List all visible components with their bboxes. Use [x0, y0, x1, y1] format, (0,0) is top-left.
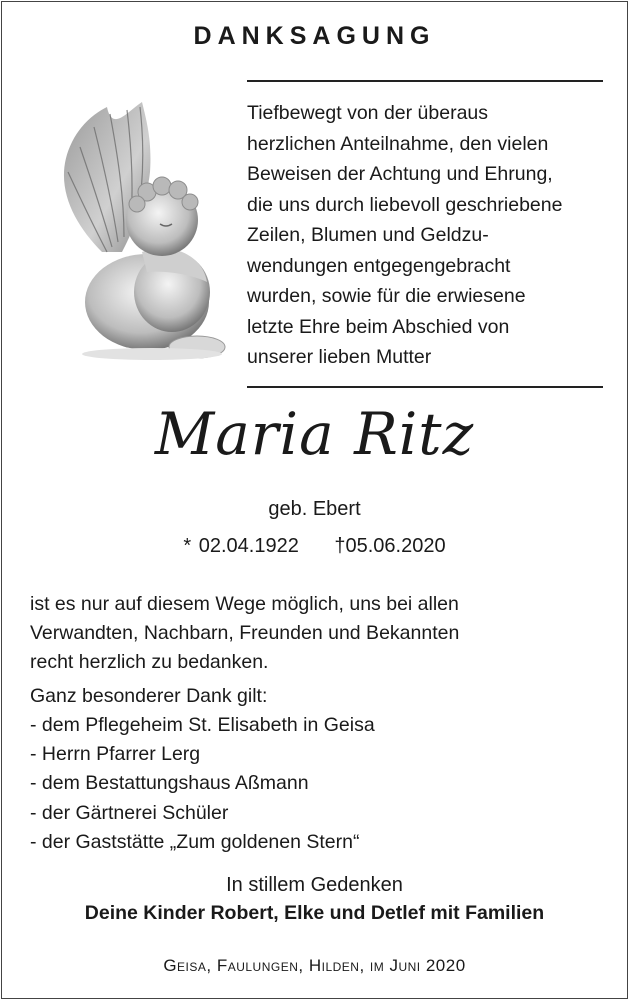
place-and-date: Geisa, Faulungen, Hilden, im Juni 2020 [163, 956, 466, 975]
closing-line: In stillem Gedenken [226, 874, 403, 896]
intro-line: herzlichen Anteilnahme, den vielen [247, 132, 549, 155]
top-divider [247, 80, 603, 82]
intro-line: letzte Ehre beim Abschied von [247, 315, 510, 338]
intro-line: unserer lieben Mutter [247, 346, 432, 368]
intro-line: wendungen entgegengebracht [247, 254, 511, 277]
list-item: - der Gaststätte „Zum goldenen Stern“ [30, 830, 360, 853]
intro-paragraph [247, 98, 607, 373]
body-line: Verwandten, Nachbarn, Freunden und Bekannten [30, 622, 460, 644]
special-thanks-list [30, 711, 375, 857]
special-thanks-heading: Ganz besonderer Dank gilt: [30, 685, 268, 707]
deceased-name: Maria Ritz [154, 400, 475, 468]
body-line: ist es nur auf diesem Wege möglich, uns bei allen [30, 593, 459, 615]
intro-line: wurden, sowie für die erwiesene [247, 285, 526, 307]
bottom-divider [247, 386, 603, 388]
intro-line: Beweisen der Achtung und Ehrung, [247, 163, 553, 185]
intro-line: Zeilen, Blumen und Geldzu- [247, 224, 489, 246]
intro-line: die uns durch liebevoll geschriebene [247, 193, 563, 216]
list-item: - der Gärtnerei Schüler [30, 801, 229, 824]
body-line: recht herzlich zu bedanken. [30, 651, 269, 673]
angel-figure-icon [32, 102, 232, 362]
thanks-paragraph [30, 590, 610, 677]
intro-line: Tiefbewegt von der überaus [247, 102, 489, 124]
list-item: - dem Bestattungshaus Aßmann [30, 772, 309, 795]
birth-date: * 02.04.1922 [183, 535, 299, 557]
signers: Deine Kinder Robert, Elke und Detlef mit Familien [84, 902, 545, 924]
list-item: - Herrn Pfarrer Lerg [30, 743, 201, 766]
obituary-notice [1, 1, 628, 999]
death-date: †05.06.2020 [334, 535, 446, 557]
life-dates [2, 535, 627, 558]
maiden-name: geb. Ebert [268, 498, 361, 520]
notice-heading: DANKSAGUNG [193, 22, 436, 50]
list-item: - dem Pflegeheim St. Elisabeth in Geisa [30, 714, 375, 736]
